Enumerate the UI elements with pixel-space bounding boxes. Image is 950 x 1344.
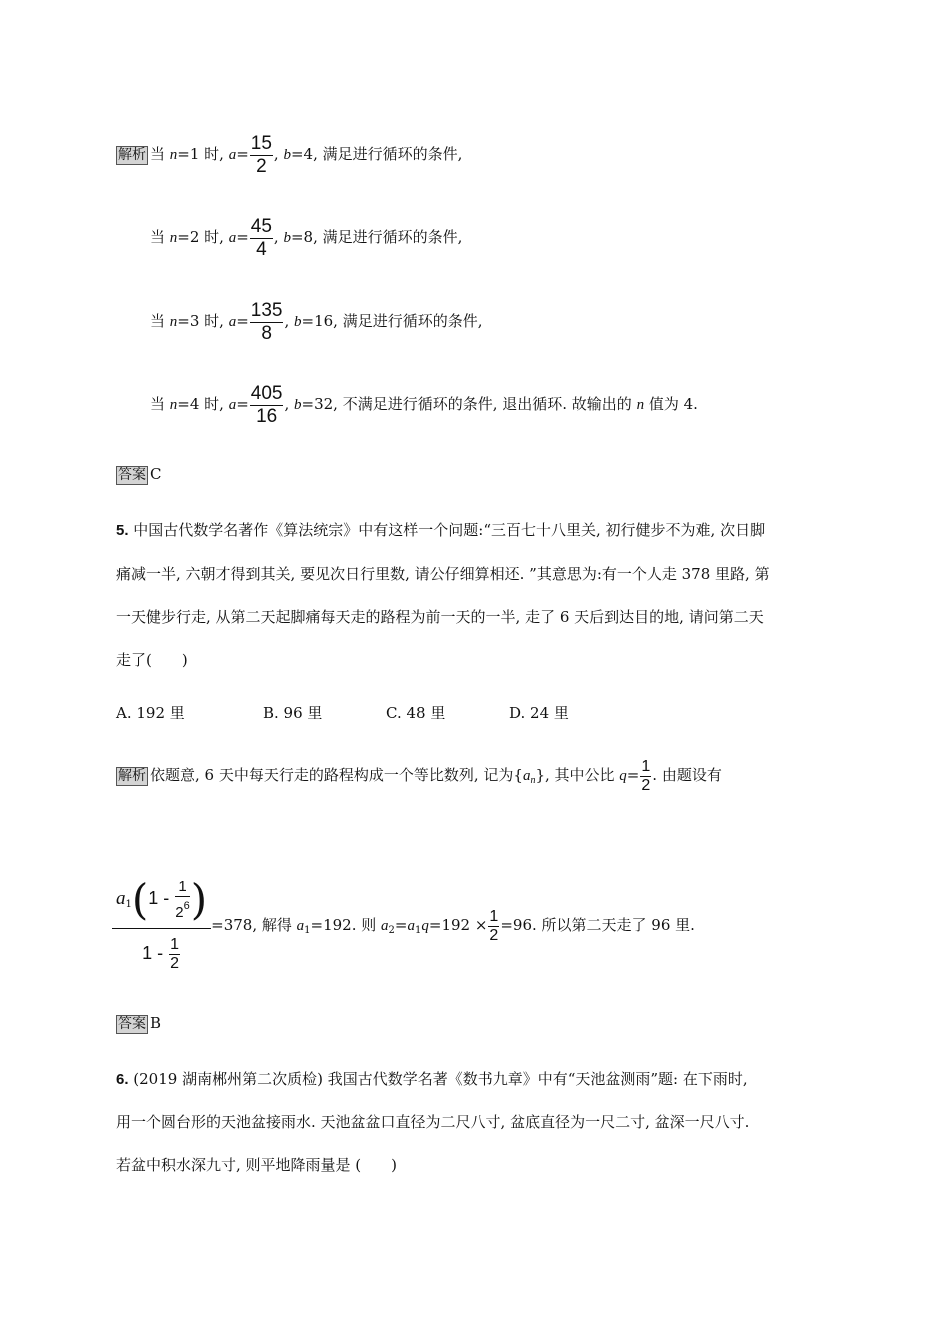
option-a: A. 192 里 <box>116 704 185 722</box>
question-text: 若盆中积水深九寸, 则平地降雨量是 ( ) <box>116 1156 398 1174</box>
solution-line-2 <box>150 214 462 260</box>
formula-denominator <box>112 929 211 975</box>
text: =2 时, <box>177 228 229 246</box>
var-a: a <box>407 918 415 934</box>
var-a: a <box>116 888 126 909</box>
fraction-numerator: 1 <box>175 878 189 897</box>
question-6-line-2 <box>116 1112 749 1132</box>
text: =4, 满足进行循环的条件, <box>290 145 463 163</box>
fraction <box>640 758 651 795</box>
fraction-denominator: 2 <box>170 954 180 972</box>
var-b: b <box>294 397 302 413</box>
fraction-numerator: 135 <box>250 299 283 321</box>
solution-line-4 <box>150 381 698 427</box>
fraction-numerator: 1 <box>641 757 651 775</box>
var-a: a <box>228 397 237 413</box>
var-n: n <box>636 397 645 413</box>
text: , <box>273 228 284 246</box>
var-n: n <box>169 314 178 330</box>
var-a: a <box>228 314 237 330</box>
exponent: 6 <box>183 900 190 912</box>
text: 当 <box>150 395 170 413</box>
fraction-numerator: 1 <box>170 935 180 953</box>
text: =1 时, <box>177 145 229 163</box>
text: 当 <box>150 145 170 163</box>
question-text: (2019 湖南郴州第二次质检) 我国古代数学名著《数书九章》中有“天池盆测雨”题: 在下雨时, <box>128 1070 748 1088</box>
var-n: n <box>169 230 178 246</box>
text: =16, 满足进行循环的条件, <box>301 312 483 330</box>
text: = <box>626 766 640 784</box>
text: = <box>236 145 249 163</box>
var-a: a <box>228 147 237 163</box>
answer-tag: 答案 <box>118 466 146 483</box>
text: =8, 满足进行循环的条件, <box>290 228 463 246</box>
text: . 由题设有 <box>652 766 722 784</box>
question-5-line-4 <box>116 650 188 670</box>
text: 依题意, 6 天中每天行走的路程构成一个等比数列, 记为{ <box>150 766 523 784</box>
fraction-denominator: 8 <box>261 322 272 344</box>
question-number: 5. <box>116 522 129 539</box>
var-q: q <box>421 918 429 934</box>
subscript: 1 <box>415 925 422 936</box>
question-5-line-3 <box>116 607 764 627</box>
text: , <box>284 395 295 413</box>
solution-line-1 <box>116 131 462 177</box>
answer-value: C <box>150 465 162 483</box>
text: = <box>236 312 249 330</box>
subscript: 1 <box>125 899 132 910</box>
text: =4 时, <box>177 395 229 413</box>
var-a: a <box>228 230 237 246</box>
question-text: 一天健步行走, 从第二天起脚痛每天走的路程为前一天的一半, 走了 6 天后到达目的地, 请问第二天 <box>116 608 764 626</box>
text: =32, 不满足进行循环的条件, 退出循环. 故输出的 <box>301 395 637 413</box>
var-b: b <box>283 230 291 246</box>
answer-line-4 <box>116 464 161 485</box>
fraction <box>250 216 273 261</box>
text: , <box>284 312 295 330</box>
question-number: 6. <box>116 1071 129 1088</box>
question-text: 用一个圆台形的天池盆接雨水. 天池盆盆口直径为二尺八寸, 盆底直径为一尺二寸, 盆深一尺八寸. <box>116 1113 750 1131</box>
text: 值为 4. <box>644 395 698 413</box>
answer-line-5 <box>116 1013 161 1034</box>
text: =3 时, <box>177 312 229 330</box>
fraction <box>488 908 499 945</box>
option-d: D. 24 里 <box>509 704 569 722</box>
text: , <box>273 145 284 163</box>
var-a: a <box>381 918 389 934</box>
question-5-line-1 <box>116 520 765 541</box>
option-b: B. 96 里 <box>263 704 323 722</box>
fraction-numerator: 45 <box>250 215 272 237</box>
var-n: n <box>169 397 178 413</box>
question-text: 中国古代数学名著作《算法统宗》中有这样一个问题:“三百七十八里关, 初行健步不为难, 次日脚 <box>128 521 766 539</box>
var-a: a <box>522 768 531 784</box>
var-q: q <box>619 768 627 784</box>
fraction-numerator: 1 <box>489 907 499 925</box>
text: 当 <box>150 228 170 246</box>
text: = <box>394 916 408 934</box>
text: = <box>236 228 249 246</box>
text: =192. 则 <box>310 916 382 934</box>
fraction <box>250 133 273 178</box>
fraction <box>250 383 284 428</box>
solution-5-line-1 <box>116 752 722 798</box>
base: 2 <box>175 904 184 921</box>
fraction-denominator: 4 <box>256 238 267 260</box>
solution-5-formula-line <box>112 870 695 980</box>
subscript: 1 <box>304 925 311 936</box>
sum-formula-fraction <box>112 877 211 975</box>
text: 当 <box>150 312 170 330</box>
question-5-line-2 <box>116 564 770 584</box>
text: =192 × <box>428 916 488 934</box>
subscript: n <box>530 775 536 786</box>
text: =378, 解得 <box>211 916 297 934</box>
var-b: b <box>294 314 302 330</box>
option-c: C. 48 里 <box>386 704 446 722</box>
fraction-numerator: 15 <box>250 132 272 154</box>
var-n: n <box>169 147 178 163</box>
fraction-denominator <box>175 897 189 922</box>
text: 1 - <box>142 943 169 963</box>
fraction-denominator: 2 <box>641 776 651 794</box>
formula-numerator <box>112 877 211 929</box>
text: }, 其中公比 <box>535 766 620 784</box>
subscript: 2 <box>388 925 395 936</box>
analysis-tag: 解析 <box>118 146 146 163</box>
fraction-denominator: 2 <box>489 926 499 944</box>
analysis-tag: 解析 <box>118 767 146 784</box>
fraction <box>250 300 284 345</box>
answer-tag: 答案 <box>118 1015 146 1032</box>
answer-value: B <box>150 1014 162 1032</box>
left-paren: ( <box>131 875 149 924</box>
text: 1 - <box>148 888 175 908</box>
text: = <box>236 395 249 413</box>
question-6-line-1 <box>116 1069 748 1090</box>
right-paren: ) <box>190 875 208 924</box>
question-6-line-3 <box>116 1155 397 1175</box>
text: =96. 所以第二天走了 96 里. <box>500 916 695 934</box>
var-a: a <box>296 918 305 934</box>
var-b: b <box>283 147 291 163</box>
solution-line-3 <box>150 298 483 344</box>
inner-fraction <box>175 878 189 922</box>
question-text: 走了( ) <box>116 651 188 669</box>
fraction-denominator: 2 <box>256 155 267 177</box>
fraction <box>169 936 180 973</box>
fraction-denominator: 16 <box>256 405 278 427</box>
question-text: 痛减一半, 六朝才得到其关, 要见次日行里数, 请公仔细算相还. ”其意思为:有一个人走 378 里路, 第 <box>116 565 770 583</box>
fraction-numerator: 405 <box>250 382 283 404</box>
